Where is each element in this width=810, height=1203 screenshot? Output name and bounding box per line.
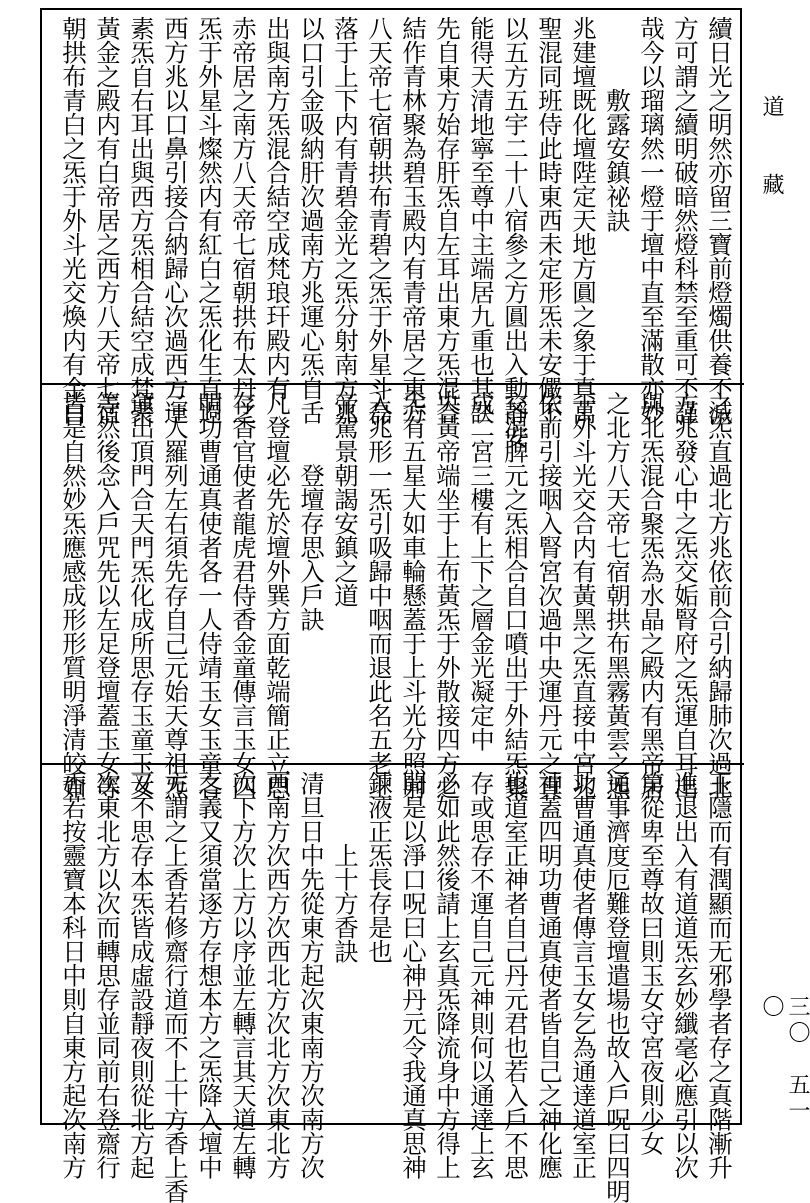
text-column: 方可謂之續明破暗然燈科禁至重可不謹 xyxy=(671,16,700,424)
text-column: 朝拱布青白之炁于外斗光交煥内有金白 xyxy=(59,16,88,424)
text-column: 先自東方始存肝炁自左耳出東方炁混合 xyxy=(433,16,462,424)
text-column: 清旦日中先從東方起次東南方次南方次 xyxy=(297,771,326,1179)
text-register-top xyxy=(42,10,744,448)
text-column: 結作青林聚為碧玉殿内有青帝居之東方 xyxy=(399,16,428,424)
text-column: 也道室正神者自己丹元君也若入戶不思 xyxy=(501,771,530,1179)
text-column: 兆建壇既化壇陛定天地方圓之象于真萬 xyxy=(569,16,598,424)
text-column: 鍊液正炁長存是也 xyxy=(365,771,394,963)
text-column: 能得天清地寧至尊中主端居九重也其訣 xyxy=(467,16,496,424)
text-column: 以五方五宇二十八宿參之方圓出入動靜安 xyxy=(501,16,530,448)
text-column: 凡登壇必先於壇外巽方面乾端簡正立思 xyxy=(263,391,292,799)
text-column: 赤帝居之南方八天帝七宿朝拱布太丹之 xyxy=(229,16,258,424)
text-column: 運出頂門合天門炁化成所思存玉童玉女 xyxy=(127,391,156,799)
page-number-margin: 三〇 五一〇 xyxy=(759,995,810,1125)
text-column: 玉隱而有潤顯而无邪學者存之真階漸升 xyxy=(705,771,734,1179)
text-column: 次東北方以次而轉思存並同前右登齋行 xyxy=(93,771,122,1179)
text-column: 存或思存不運自己元神則何以通達上玄 xyxy=(467,771,496,1179)
text-column: 又不思存本炁皆成虛設靜夜則從北方起 xyxy=(127,771,156,1179)
text-column: 明功曹通真使者各一人侍靖玉女玉童各 xyxy=(195,391,224,799)
text-column: 出與南方炁混合結空成梵琅玕殿内有 xyxy=(263,16,292,400)
text-column: 依前引接咽入腎宮次過中央運丹元之真 xyxy=(535,391,564,799)
text-column: 等然後念入戶咒先以左足登壇蓋玉女等 xyxy=(93,391,122,799)
text-column: 存香官使者龍虎君侍香金童傳言玉女四 xyxy=(229,391,258,799)
text-column: 次下方次上方以序並左轉言其天道左轉 xyxy=(229,771,258,1179)
text-column: 通事濟度厄難登壇遣場也故入戶呪曰四明 xyxy=(603,771,632,1203)
text-column: 二人羅列左右須先存自己元始天尊祖炁 xyxy=(161,391,190,799)
text-column: 央黃帝端坐于上布黃炁于外散接四方之 xyxy=(433,391,462,799)
section-heading: 敷露安鎮祕訣 xyxy=(603,16,632,232)
text-column: 成二宮三樓有上下之層金光凝定中 xyxy=(467,391,496,751)
text-column: 方謂之上香若修齋行道而不上十方香上香 xyxy=(161,771,190,1203)
text-column: 神蓋四明功曹通真使者皆自己之神化應 xyxy=(535,771,564,1179)
text-column: 西方兆以口鼻引接合納歸心次過西方運 xyxy=(161,16,190,424)
text-column: 以口引金吸納肝次過南方兆運心炁自舌 xyxy=(297,16,326,424)
text-column: 之北方八天帝七宿朝拱布黑霧黃雲之炁 xyxy=(603,391,632,799)
text-column: 西南方次西方次西北方次北方次東北方 xyxy=(263,771,292,1179)
section-heading: 上十方香訣 xyxy=(331,771,360,963)
text-column: 炁于外星斗燦然内有紅白之炁化生直過 xyxy=(195,16,224,424)
text-column: 入兆形一炁引吸歸中咽而退此名五老上 xyxy=(365,391,394,799)
text-column: 交混脾元之炁相合自口噴出于外結炁聚 xyxy=(501,391,530,799)
text-column: 落于上下内有青碧金光之炁分射南方兆 xyxy=(331,16,360,424)
text-column: 方兆發心中之炁交姤腎府之炁運自耳出 xyxy=(671,391,700,799)
text-column: 第從卑至尊故曰則玉女守宮夜則少女 xyxy=(637,771,666,1155)
text-column: 香若按靈寶本科日中則自東方起次南方 xyxy=(59,771,88,1179)
text-column: 續日光之明然亦留三寶前燈燭供養不滅 xyxy=(705,16,734,424)
text-register-bottom xyxy=(42,765,744,1203)
text-column: 進退出入有道道炁玄妙纖毫必應引以次 xyxy=(671,771,700,1179)
text-column: 聖混同班侍此時東西未定形炁未安儼不 xyxy=(535,16,564,424)
text-column: 炁有五星大如車輪懸蓋于上斗光分照射 xyxy=(399,391,428,799)
text-column: 之義又須當逐方存想本方之炁降入壇中 xyxy=(195,771,224,1179)
text-column: 黃金之殿内有白帝居之西方八天帝七宿 xyxy=(93,16,122,424)
text-column: 皆是自然妙炁應感成形形質明淨清皎如 xyxy=(59,391,88,799)
book-title-margin: 道 藏 xyxy=(759,95,784,199)
text-column: 功曹通真使者傳言玉女乞為通達道室正 xyxy=(569,771,598,1179)
text-column: 哉今以瑠璃然一燈于壇中直至滿散亦妙 xyxy=(637,16,666,424)
text-column: 與北炁混合聚炁為水晶之殿内有黑帝居 xyxy=(637,391,666,799)
text-column: 于外斗光交合内有黃黑之炁直接中宮兆 xyxy=(569,391,598,799)
text-column: 聞是以淨口呪曰心神丹元令我通真思神 xyxy=(399,771,428,1179)
text-column: 之炁直過北方兆依前合引納歸肺次過北 xyxy=(705,391,734,799)
text-column: 素炁自右耳出與西方炁相合結空成梵聚 xyxy=(127,16,156,424)
section-heading: 登壇存思入戶訣 xyxy=(297,391,326,631)
text-column: 帝駕景朝謁安鎮之道 xyxy=(331,391,360,607)
text-column: 八天帝七宿朝拱布青碧之炁于外星斗磊 xyxy=(365,16,394,424)
page-frame xyxy=(40,8,742,1203)
text-column: 必如此然後請上玄真炁降流身中方得上 xyxy=(433,771,462,1179)
text-register-middle xyxy=(42,385,744,799)
